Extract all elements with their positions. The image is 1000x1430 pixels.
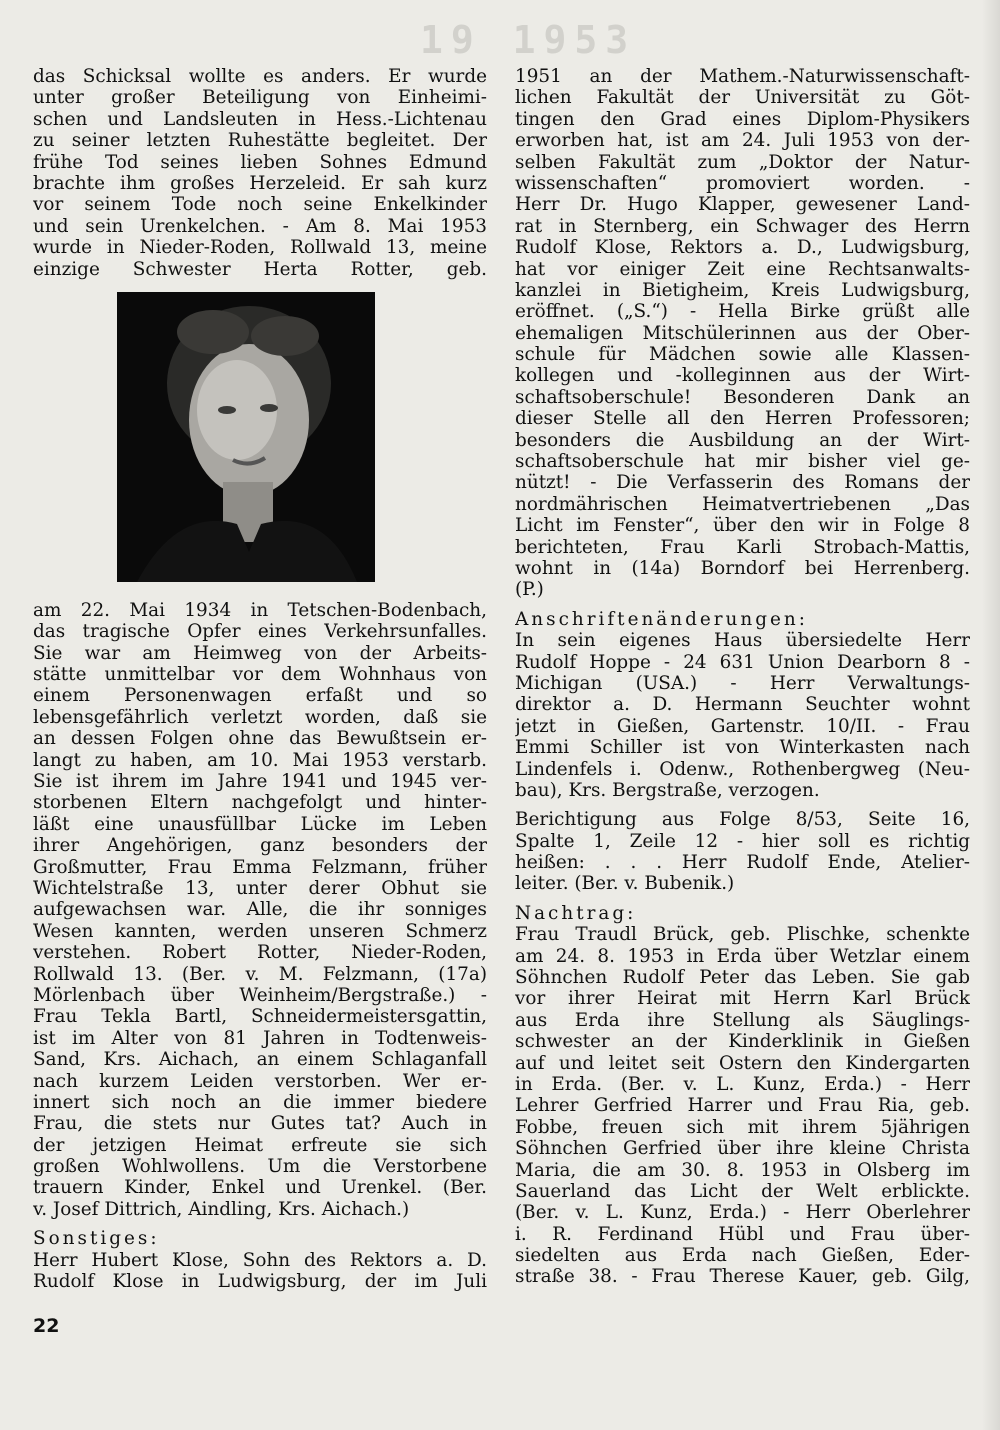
text-line: jetzt in Gießen, Gartenstr. 10/II. - Frau xyxy=(515,715,970,737)
text-line: schaftsoberschule! Besonderen Dank an xyxy=(515,386,970,408)
text-line: trauern Kinder, Enkel und Urenkel. (Ber. xyxy=(33,1177,487,1199)
page-number: 22 xyxy=(33,1315,60,1337)
text-line: schule für Mädchen sowie alle Klassen- xyxy=(515,344,970,366)
text-line: Emmi Schiller ist von Winterkasten nach xyxy=(515,737,970,759)
text-line: berichteten, Frau Karli Strobach-Mattis, xyxy=(515,536,970,558)
text-line: kollegen und -kolleginnen aus der Wirt- xyxy=(515,365,970,387)
text-line: frühe Tod seines lieben Sohnes Edmund xyxy=(33,151,487,173)
text-line: Herr Hubert Klose, Sohn des Rektors a. D. xyxy=(33,1249,487,1271)
nachtrag-block xyxy=(515,924,970,1288)
text-line: am 24. 8. 1953 in Erda über Wetzlar einem xyxy=(515,945,970,967)
text-line: unter großer Beteiligung von Einheimi- xyxy=(33,87,487,109)
text-line: bau), Krs. Bergstraße, verzogen. xyxy=(515,779,820,801)
text-line: hat vor einiger Zeit eine Rechtsanwalts- xyxy=(515,258,970,280)
text-line: verstehen. Robert Rotter, Nieder-Roden, xyxy=(33,942,487,964)
text-line: ehemaligen Mitschülerinnen aus der Ober- xyxy=(515,322,970,344)
text-line: Söhnchen Rudolf Peter das Leben. Sie gab xyxy=(515,967,970,989)
text-line: stätte unmittelbar vor dem Wohnhaus von xyxy=(33,664,487,686)
text-line: zu seiner letzten Ruhestätte begleitet. Der xyxy=(33,130,487,152)
text-line: v. Josef Dittrich, Aindling, Krs. Aichach.) xyxy=(33,1198,410,1220)
text-line: Herr Dr. Hugo Klapper, gewesener Land- xyxy=(515,194,970,216)
text-line: kanzlei in Bietigheim, Kreis Ludwigsburg, xyxy=(515,279,970,301)
text-line: das tragische Opfer eines Verkehrsunfalles. xyxy=(33,621,487,643)
portrait-image xyxy=(117,292,375,582)
left-bottom-text xyxy=(33,600,487,1220)
text-line: In sein eigenes Haus übersiedelte Herr xyxy=(515,630,970,652)
right-column xyxy=(515,66,970,1288)
text-line: Lehrer Gerfried Harrer und Frau Ria, geb. xyxy=(515,1095,970,1117)
text-line: wissenschaften“ promoviert worden. - xyxy=(515,172,970,194)
text-line: lichen Fakultät der Universität zu Göt- xyxy=(515,87,970,109)
text-line: einem Personenwagen erfaßt und so xyxy=(33,685,487,707)
text-line: brachte ihm großes Herzeleid. Er sah kurz xyxy=(33,172,487,194)
text-line: am 22. Mai 1934 in Tetschen-Bodenbach, xyxy=(33,599,487,621)
date-stamp: 19 1953 xyxy=(420,18,637,62)
text-line: der jetzigen Heimat erfreute sie sich xyxy=(33,1134,487,1156)
text-line: läßt eine unausfüllbar Lücke im Leben xyxy=(33,813,487,835)
portrait-photo xyxy=(117,292,375,582)
text-line: Mörlenbach über Weinheim/Bergstraße.) - xyxy=(33,984,487,1006)
text-line: Wesen kannten, werden unseren Schmerz xyxy=(33,920,487,942)
text-line: in Erda. (Ber. v. L. Kunz, Erda.) - Herr xyxy=(515,1073,970,1095)
text-line: (P.) xyxy=(515,579,544,601)
text-line: vor ihrer Heirat mit Herrn Karl Brück xyxy=(515,988,970,1010)
section-heading-nachtrag: Nachtrag: xyxy=(515,902,637,924)
section-heading-anschriftenaenderungen: Anschriftenänderungen: xyxy=(515,608,808,630)
text-line: Großmutter, Frau Emma Felzmann, früher xyxy=(33,856,487,878)
text-line: erworben hat, ist am 24. Juli 1953 von der- xyxy=(515,130,970,152)
text-line: innert sich noch an die immer biedere xyxy=(33,1091,487,1113)
text-line: Frau, die stets nur Gutes tat? Auch in xyxy=(33,1113,487,1135)
text-line: (Ber. v. L. Kunz, Erda.) - Herr Oberlehrer xyxy=(515,1202,970,1224)
text-line: langt zu haben, am 10. Mai 1953 verstarb. xyxy=(33,749,487,771)
text-line: i. R. Ferdinand Hübl und Frau über- xyxy=(515,1223,970,1245)
text-line: aufgewachsen war. Alle, die ihr sonniges xyxy=(33,899,487,921)
berichtigung-block xyxy=(515,809,970,895)
text-line: vor seinem Tode noch seine Enkelkinder xyxy=(33,194,487,216)
text-line: aus Erda ihre Stellung als Säuglings- xyxy=(515,1009,970,1031)
text-line: Rollwald 13. (Ber. v. M. Felzmann, (17a) xyxy=(33,963,487,985)
text-line: Michigan (USA.) - Herr Verwaltungs- xyxy=(515,672,970,694)
text-line: und sein Urenkelchen. - Am 8. Mai 1953 xyxy=(33,215,487,237)
text-line: Sie war am Heimweg von der Arbeits- xyxy=(33,642,487,664)
text-line: Frau Tekla Bartl, Schneidermeistersgattin, xyxy=(33,1006,487,1028)
page-edge-shadow xyxy=(982,0,1000,1430)
text-line: wurde in Nieder-Roden, Rollwald 13, meine xyxy=(33,237,487,259)
text-line: wohnt in (14a) Borndorf bei Herrenberg. xyxy=(515,557,970,579)
text-line: 1951 an der Mathem.-Naturwissenschaft- xyxy=(515,66,970,87)
text-line: nach kurzem Leiden verstorben. Wer er- xyxy=(33,1070,487,1092)
text-line: tingen den Grad eines Diplom-Physikers xyxy=(515,108,970,130)
text-line: an dessen Folgen ohne das Bewußtsein er- xyxy=(33,728,487,750)
left-top-text xyxy=(33,66,487,280)
text-line: nordmährischen Heimatvertriebenen „Das xyxy=(515,493,970,515)
text-line: dieser Stelle all den Herren Professoren; xyxy=(515,408,970,430)
text-line: Berichtigung aus Folge 8/53, Seite 16, xyxy=(515,809,970,831)
text-line: eröffnet. („S.“) - Hella Birke grüßt alle xyxy=(515,301,970,323)
text-line: heißen: . . . Herr Rudolf Ende, Atelier- xyxy=(515,852,970,874)
text-line: storbenen Eltern nachgefolgt und hinter- xyxy=(33,792,487,814)
text-line: schen und Landsleuten in Hess.-Lichtenau xyxy=(33,108,487,130)
section-heading-sonstiges: Sonstiges: xyxy=(33,1228,160,1250)
text-line: einzige Schwester Herta Rotter, geb. xyxy=(33,258,487,280)
text-line: leiter. (Ber. v. Bubenik.) xyxy=(515,873,735,895)
text-line: großen Wohlwollens. Um die Verstorbene xyxy=(33,1156,487,1178)
text-line: Spalte 1, Zeile 12 - hier soll es richtig xyxy=(515,830,970,852)
text-line: Rudolf Klose in Ludwigsburg, der im Juli xyxy=(33,1271,487,1293)
text-line: ihrer Angehörigen, ganz besonders der xyxy=(33,835,487,857)
text-line: lebensgefährlich verletzt worden, daß sie xyxy=(33,706,487,728)
text-line: selben Fakultät zum „Doktor der Natur- xyxy=(515,151,970,173)
text-line: direktor a. D. Hermann Seuchter wohnt xyxy=(515,694,970,716)
text-line: ist im Alter von 81 Jahren in Todtenweis- xyxy=(33,1027,487,1049)
text-line: Maria, die am 30. 8. 1953 in Olsberg im xyxy=(515,1159,970,1181)
anschriften-block xyxy=(515,630,970,801)
text-line: siedelten aus Erda nach Gießen, Eder- xyxy=(515,1245,970,1267)
left-column xyxy=(33,66,487,1292)
text-line: schaftsoberschule hat mir bisher viel ge- xyxy=(515,451,970,473)
text-line: Lindenfels i. Odenw., Rothenbergweg (Neu- xyxy=(515,758,970,780)
right-block-1 xyxy=(515,66,970,601)
text-line: Wichtelstraße 13, unter derer Obhut sie xyxy=(33,877,487,899)
text-line: Rudolf Klose, Rektors a. D., Ludwigsburg, xyxy=(515,237,970,259)
text-line: straße 38. - Frau Therese Kauer, geb. Gilg, xyxy=(515,1266,970,1288)
text-line: Frau Traudl Brück, geb. Plischke, schenkte xyxy=(515,924,970,946)
text-line: auf und leitet seit Ostern den Kindergarten xyxy=(515,1052,970,1074)
text-line: schwester an der Kinderklinik in Gießen xyxy=(515,1031,970,1053)
text-line: nützt! - Die Verfasserin des Romans der xyxy=(515,472,970,494)
text-line: Sie ist ihrem im Jahre 1941 und 1945 ver- xyxy=(33,771,487,793)
text-line: Söhnchen Gerfried über ihre kleine Christa xyxy=(515,1138,970,1160)
text-line: Sauerland das Licht der Welt erblickte. xyxy=(515,1180,970,1202)
text-line: Rudolf Hoppe - 24 631 Union Dearborn 8 - xyxy=(515,651,970,673)
text-line: Licht im Fenster“, über den wir in Folge 8 xyxy=(515,515,970,537)
text-line: Fobbe, freuen sich mit ihrem 5jährigen xyxy=(515,1116,970,1138)
text-line: rat in Sternberg, ein Schwager des Herrn xyxy=(515,215,970,237)
text-line: besonders die Ausbildung an der Wirt- xyxy=(515,429,970,451)
text-line: Sand, Krs. Aichach, an einem Schlaganfall xyxy=(33,1049,487,1071)
text-line: das Schicksal wollte es anders. Er wurde xyxy=(33,66,487,87)
